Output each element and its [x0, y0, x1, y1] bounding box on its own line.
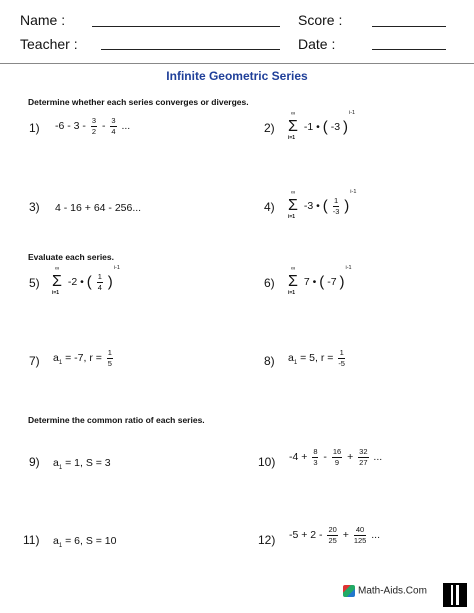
problem-1-number: 1): [29, 121, 40, 135]
problem-8: $a_1 = 5$, r = $\frac{1}{-5}$: [288, 348, 345, 368]
score-line[interactable]: [372, 26, 446, 27]
name-label: Name :: [20, 12, 66, 28]
summation-symbol: ∞ Σ i=1: [288, 266, 298, 296]
summation-symbol: ∞ Σ i=1: [288, 111, 298, 141]
problem-2-number: 2): [264, 121, 275, 135]
problem-7-number: 7): [29, 354, 40, 368]
teacher-label: Teacher :: [20, 36, 78, 52]
problem-1-terms: -6 - 3 -: [55, 120, 86, 132]
problem-1: -6 - 3 - $\frac{3}{2}$ - $\frac{3}{4}$ ...: [55, 116, 131, 136]
header-divider: [0, 63, 474, 64]
problem-5-number: 5): [29, 276, 40, 290]
problem-12: -5 + 2 - $\frac{20}{25}$ + $\frac{40}{125}$ ...: [289, 525, 381, 545]
problem-8-number: 8): [264, 354, 275, 368]
name-line[interactable]: [92, 26, 280, 27]
page-title: Infinite Geometric Series: [166, 69, 308, 83]
problem-3: 4 - 16 + 64 - 256...: [55, 202, 142, 214]
problem-5: ∞ Σ i=1 -2 • ( $\frac{1}{4}$ )$^{i-1}$: [52, 265, 120, 296]
problem-4-number: 4): [264, 200, 275, 214]
problem-9: $a_1 = 1$, S = 3: [53, 457, 111, 472]
problem-1-fraction-b: $\frac{3}{4}$: [111, 116, 116, 136]
problem-10: -4 + $\frac{8}{3}$ - $\frac{16}{9}$ + $\frac{32}{27}$ ...: [289, 447, 383, 467]
problem-11: $a_1 = 6$, S = 10: [53, 535, 117, 550]
problem-2: ∞ Σ i=1 -1 • ( -3 )$^{i-1}$: [288, 110, 356, 141]
date-label: Date :: [298, 36, 336, 52]
problem-1-fraction-a: $\frac{3}{2}$: [91, 116, 97, 136]
problem-7: $a_1 = -7$, r = $\frac{1}{5}$: [53, 348, 112, 368]
problem-6: ∞ Σ i=1 7 • ( -7 )$^{i-1}$: [288, 265, 352, 296]
problem-3-number: 3): [29, 200, 40, 214]
problem-6-number: 6): [264, 276, 275, 290]
problem-10-number: 10): [258, 455, 276, 469]
teacher-line[interactable]: [101, 49, 280, 50]
math-aids-logo-icon: [343, 585, 355, 597]
problem-9-number: 9): [29, 455, 40, 469]
summation-symbol: ∞ Σ i=1: [52, 266, 62, 296]
problem-12-number: 12): [258, 533, 276, 547]
problem-11-number: 11): [23, 533, 40, 547]
date-line[interactable]: [372, 49, 446, 50]
section-converge-instruction: Determine whether each series converges or diverges.: [28, 97, 249, 107]
summation-symbol: ∞ Σ i=1: [288, 190, 298, 220]
section-evaluate-instruction: Evaluate each series.: [28, 252, 115, 262]
math-aids-logo[interactable]: Math-Aids.Com: [343, 585, 427, 597]
qr-code-icon: [443, 583, 467, 607]
score-label: Score :: [298, 12, 343, 28]
problem-4: ∞ Σ i=1 -3 • ( $\frac{1}{-3}$ )$^{i-1}$: [288, 189, 357, 220]
section-ratio-instruction: Determine the common ratio of each series.: [28, 415, 205, 425]
